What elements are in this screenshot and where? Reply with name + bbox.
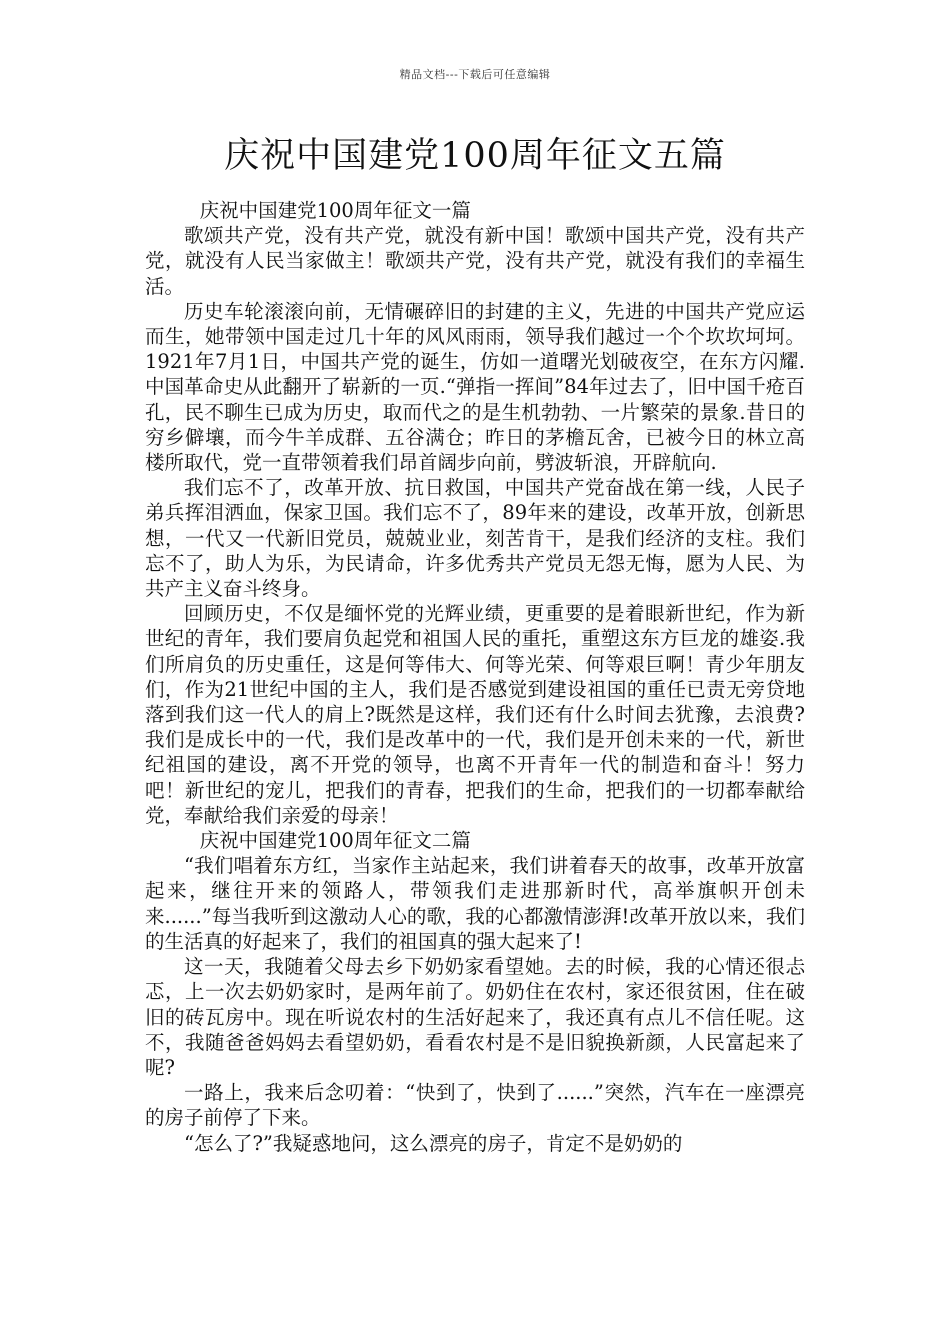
document-body	[145, 198, 805, 1156]
paragraph: 我们忘不了，改革开放、抗日救国，中国共产党奋战在第一线，人民子弟兵挥泪洒血，保家卫国。我们忘不了，89年来的建设，改革开放，创新思想，一代又一代新旧党员，兢兢业业，刻苦肯干，是我们经济的支柱。我们忘不了，助人为乐，为民请命，许多优秀共产党员无怨无悔，愿为人民、为共产主义奋斗终身。	[145, 476, 805, 601]
document-title: 庆祝中国建党100周年征文五篇	[224, 136, 726, 176]
paragraph: “怎么了?”我疑惑地问，这么漂亮的房子，肯定不是奶奶的	[184, 1131, 683, 1155]
section-heading: 庆祝中国建党100周年征文一篇	[199, 199, 471, 222]
section-heading: 庆祝中国建党100周年征文二篇	[199, 829, 471, 853]
paragraph: 歌颂共产党，没有共产党，就没有新中国！歌颂中国共产党，没有共产党，就没有人民当家做主！歌颂共产党，没有共产党，就没有我们的幸福生活。	[145, 224, 805, 298]
paragraph: 这一天，我随着父母去乡下奶奶家看望她。去的时候，我的心情还很忐忑，上一次去奶奶家时，是两年前了。奶奶住在农村，家还很贫困，住在破旧的砖瓦房中。现在听说农村的生活好起来了，我还真有点儿不信任呢。这不，我随爸爸妈妈去看望奶奶，看看农村是不是旧貌换新颜，人民富起来了呢?	[145, 955, 805, 1079]
paragraph: “我们唱着东方红，当家作主站起来，我们讲着春天的故事，改革开放富起来，继往开来的领路人，带领我们走进那新时代，高举旗帜开创未来......”每当我听到这激动人心的歌，我的心都激情澎湃!改革开放以来，我们的生活真的好起来了，我们的祖国真的强大起来了!	[145, 854, 805, 953]
paragraph: 历史车轮滚滚向前，无情碾碎旧的封建的主义，先进的中国共产党应运而生，她带领中国走过几十年的风风雨雨，领导我们越过一个个坎坎坷坷。1921年7月1日，中国共产党的诞生，仿如一道曙光划破夜空，在东方闪耀.中国革命史从此翻开了崭新的一页.“弹指一挥间”84年过去了，旧中国千疮百孔，民不聊生已成为历史，取而代之的是生机勃勃、一片繁荣的景象.昔日的穷乡僻壤，而今牛羊成群、五谷满仓；昨日的茅檐瓦舍，已被今日的林立高楼所取代，党一直带领着我们昂首阔步向前，劈波斩浪，开辟航向.	[145, 299, 805, 475]
paragraph: 回顾历史，不仅是缅怀党的光辉业绩，更重要的是着眼新世纪，作为新世纪的青年，我们要肩负起党和祖国人民的重托，重塑这东方巨龙的雄姿.我们所肩负的历史重任，这是何等伟大、何等光荣、何等艰巨啊！青少年朋友们，作为21世纪中国的主人，我们是否感觉到建设祖国的重任已责无旁贷地落到我们这一代人的肩上?既然是这样，我们还有什么时间去犹豫，去浪费?我们是成长中的一代，我们是改革中的一代，我们是开创未来的一代，新世纪祖国的建设，离不开党的领导，也离不开青年一代的制造和奋斗！努力吧！新世纪的宠儿，把我们的青春，把我们的生命，把我们的一切都奉献给党，奉献给我们亲爱的母亲！	[145, 602, 805, 827]
page-header-note: 精品文档---下载后可任意编辑	[399, 68, 551, 81]
paragraph: 一路上，我来后念叨着：“快到了，快到了......”突然，汽车在一座漂亮的房子前停了下来。	[145, 1081, 805, 1130]
